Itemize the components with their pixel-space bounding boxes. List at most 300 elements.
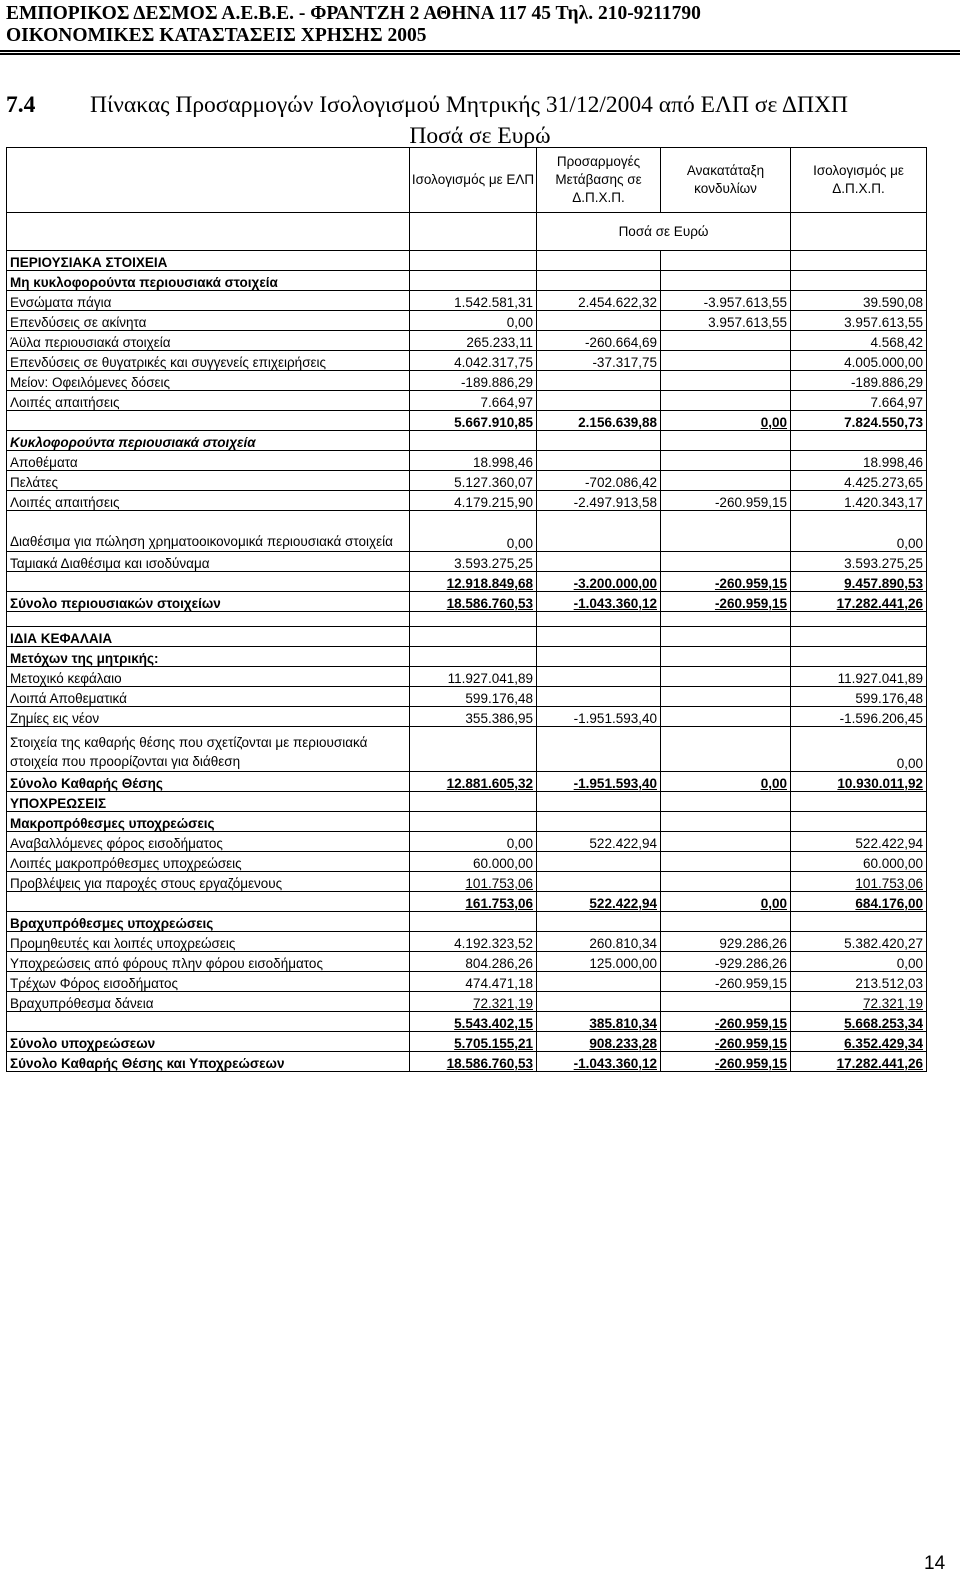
row-value-col3 [661,872,791,892]
row-label: Μετοχικό κεφάλαιο [7,667,410,687]
row-value-col2 [537,772,661,792]
row-value-col2 [537,411,661,431]
value-text: 12.881.605,32 [446,776,533,791]
value-text: 385.810,34 [589,1016,657,1031]
value-text: 908.233,28 [589,1036,657,1051]
balance-sheet-table [6,147,927,1072]
row-value-col4 [791,852,927,872]
row-value-col1 [410,852,537,872]
row-label: Επενδύσεις σε θυγατρικές και συγγενείς επιχειρήσεις [7,351,410,371]
row-value-col4 [791,451,927,471]
row-value-col1 [410,451,537,471]
value-text: 0,00 [506,536,533,551]
row-value-col3 [661,391,791,411]
value-text: 5.668.253,34 [844,1016,923,1031]
row-value-col1 [410,1032,537,1052]
value-text: 5.127.360,07 [454,475,533,490]
row-value-col3 [661,331,791,351]
row-value-col2 [537,592,661,612]
row-value-col1 [410,431,537,451]
row-label: Στοιχεία της καθαρής θέσης που σχετίζονται με περιουσιακά στοιχεία που προορίζονται για διάθεση [7,727,410,772]
row-value-col4 [791,572,927,592]
row-value-col3 [661,431,791,451]
row-value-col2 [537,912,661,932]
value-text: 355.386,95 [465,711,533,726]
row-label: Επενδύσεις σε ακίνητα [7,311,410,331]
row-value-col3 [661,667,791,687]
row-value-col4 [791,291,927,311]
row-value-col2 [537,667,661,687]
value-text: 7.664,97 [870,395,923,410]
row-value-col2 [537,707,661,727]
value-text: -1.596.206,45 [839,711,923,726]
row-value-col3 [661,952,791,972]
row-value-col1 [410,491,537,511]
row-value-col3 [661,647,791,667]
table-row [7,1012,927,1032]
value-text: 4.192.323,52 [454,936,533,951]
value-text: 60.000,00 [862,856,923,871]
value-text: 684.176,00 [855,896,923,911]
value-text: 4.042.317,75 [454,355,533,370]
row-value-col3 [661,1032,791,1052]
row-value-col2 [537,627,661,647]
row-value-col2 [537,687,661,707]
value-text: 0,00 [896,756,923,771]
row-value-col3 [661,291,791,311]
value-text: -260.664,69 [584,335,657,350]
row-label: Λοιπές απαιτήσεις [7,391,410,411]
table-row [7,872,927,892]
value-text: -2.497.913,58 [573,495,657,510]
row-value-col2 [537,932,661,952]
row-value-col4 [791,511,927,552]
row-value-col4 [791,331,927,351]
row-label: Πελάτες [7,471,410,491]
row-value-col4 [791,992,927,1012]
units-label: Ποσά σε Ευρώ [537,213,791,251]
table-row [7,667,927,687]
row-value-col4 [791,411,927,431]
header-blank [7,148,410,213]
row-value-col3 [661,992,791,1012]
units-blank-3 [791,213,927,251]
table-row [7,832,927,852]
row-label: ΙΔΙΑ ΚΕΦΑΛΑΙΑ [7,627,410,647]
row-value-col2 [537,992,661,1012]
row-value-col2 [537,471,661,491]
row-value-col2 [537,792,661,812]
col-header-dpxp: Ισολογισμός με Δ.Π.Χ.Π. [791,148,927,213]
row-label: ΥΠΟΧΡΕΩΣΕΙΣ [7,792,410,812]
row-value-col4 [791,912,927,932]
row-value-col4 [791,687,927,707]
row-value-col2 [537,1012,661,1032]
row-value-col4 [791,311,927,331]
value-text: 3.957.613,55 [708,315,787,330]
row-value-col3 [661,351,791,371]
value-text: -1.043.360,12 [573,1056,657,1071]
report-header: ΟΙΚΟΝΟΜΙΚΕΣ ΚΑΤΑΣΤΑΣΕΙΣ ΧΡΗΣΗΣ 2005 [6,25,427,46]
row-value-col4 [791,812,927,832]
row-value-col1 [410,612,537,627]
units-blank-2 [410,213,537,251]
table-row [7,371,927,391]
section-subtitle: Ποσά σε Ευρώ [409,123,551,149]
row-value-col1 [410,371,537,391]
row-label: Μακροπρόθεσμες υποχρεώσεις [7,812,410,832]
row-value-col2 [537,612,661,627]
row-value-col4 [791,491,927,511]
row-value-col4 [791,832,927,852]
table-row [7,912,927,932]
row-value-col2 [537,511,661,552]
row-value-col3 [661,792,791,812]
value-text: 265.233,11 [466,335,533,350]
value-text: 39.590,08 [862,295,923,310]
row-value-col3 [661,612,791,627]
value-text: 4.005.000,00 [844,355,923,370]
row-label: Ταμιακά Διαθέσιμα και ισοδύναμα [7,552,410,572]
row-value-col1 [410,892,537,912]
table-header-row [7,148,927,213]
row-value-col3 [661,707,791,727]
col-header-adjustments: Προσαρμογές Μετάβασης σε Δ.Π.Χ.Π. [537,148,661,213]
row-value-col2 [537,371,661,391]
row-label: Προμηθευτές και λοιπές υποχρεώσεις [7,932,410,952]
value-text: 7.824.550,73 [844,415,923,430]
value-text: 3.593.275,25 [454,556,533,571]
row-value-col1 [410,647,537,667]
value-text: 18.998,46 [472,455,533,470]
row-value-col3 [661,552,791,572]
row-value-col1 [410,552,537,572]
row-value-col2 [537,972,661,992]
row-value-col1 [410,687,537,707]
table-row [7,707,927,727]
row-value-col4 [791,1032,927,1052]
value-text: -1.951.593,40 [573,776,657,791]
row-value-col1 [410,291,537,311]
row-value-col2 [537,491,661,511]
row-value-col3 [661,912,791,932]
row-value-col3 [661,271,791,291]
value-text: 2.156.639,88 [578,415,657,430]
row-label: Ενσώματα πάγια [7,291,410,311]
row-value-col2 [537,872,661,892]
row-value-col4 [791,552,927,572]
row-value-col2 [537,1032,661,1052]
row-value-col2 [537,572,661,592]
row-value-col1 [410,592,537,612]
row-value-col4 [791,271,927,291]
row-value-col1 [410,1052,537,1072]
row-value-col2 [537,852,661,872]
table-row [7,271,927,291]
value-text: 0,00 [760,415,787,430]
value-text: 213.512,03 [855,976,923,991]
row-value-col3 [661,251,791,271]
value-text: -1.951.593,40 [573,711,657,726]
table-row [7,952,927,972]
table-row [7,311,927,331]
row-label: Μείον: Οφειλόμενες δόσεις [7,371,410,391]
header-rule [0,50,960,52]
row-value-col3 [661,451,791,471]
value-text: -37.317,75 [592,355,657,370]
row-value-col4 [791,647,927,667]
row-label: Τρέχων Φόρος εισοδήματος [7,972,410,992]
row-value-col4 [791,772,927,792]
row-value-col3 [661,592,791,612]
row-value-col3 [661,772,791,792]
section-title-text: Πίνακας Προσαρμογών Ισολογισμού Μητρικής 31/12/2004 από ΕΛΠ σε ΔΠΧΠ [90,92,848,118]
value-text: 11.927.041,89 [447,671,533,686]
value-text: 260.810,34 [589,936,657,951]
value-text: 522.422,94 [589,836,657,851]
row-value-col1 [410,271,537,291]
value-text: -260.959,15 [714,976,787,991]
row-value-col1 [410,1012,537,1032]
row-value-col1 [410,667,537,687]
row-value-col2 [537,647,661,667]
row-value-col4 [791,612,927,627]
value-text: 5.667.910,85 [454,415,533,430]
row-value-col1 [410,972,537,992]
row-value-col3 [661,812,791,832]
table-row [7,291,927,311]
table-row [7,892,927,912]
row-value-col3 [661,371,791,391]
row-value-col2 [537,552,661,572]
row-label [7,1012,410,1032]
section-title [6,92,848,119]
table-row [7,491,927,511]
company-header: ΕΜΠΟΡΙΚΟΣ ΔΕΣΜΟΣ Α.Ε.Β.Ε. - ΦΡΑΝΤΖΗ 2 ΑΘΗΝΑ 117 45 Τηλ. 210-9211790 [6,3,701,24]
row-value-col1 [410,812,537,832]
table-row [7,351,927,371]
table-row [7,627,927,647]
table-row [7,852,927,872]
row-value-col3 [661,627,791,647]
row-label: Προβλέψεις για παροχές στους εργαζόμενους [7,872,410,892]
table-row [7,1052,927,1072]
row-value-col4 [791,667,927,687]
table-row [7,1032,927,1052]
value-text: 599.176,48 [465,691,533,706]
row-label: Βραχυπρόθεσμες υποχρεώσεις [7,912,410,932]
row-value-col2 [537,251,661,271]
value-text: -3.200.000,00 [573,576,657,591]
row-value-col1 [410,952,537,972]
value-text: 5.705.155,21 [454,1036,533,1051]
col-header-reclassification: Ανακατάταξη κονδυλίων [661,148,791,213]
value-text: -260.959,15 [714,576,787,591]
row-label [7,892,410,912]
value-text: 161.753,06 [465,896,533,911]
row-value-col3 [661,1012,791,1032]
table-row [7,812,927,832]
row-label: Σύνολο υποχρεώσεων [7,1032,410,1052]
row-label: Υποχρεώσεις από φόρους πλην φόρου εισοδήματος [7,952,410,972]
row-value-col3 [661,1052,791,1072]
row-value-col1 [410,251,537,271]
value-text: 0,00 [506,836,533,851]
value-text: 7.664,97 [480,395,533,410]
row-value-col4 [791,972,927,992]
table-row [7,511,927,552]
units-blank [7,213,410,251]
row-value-col3 [661,491,791,511]
value-text: 2.454.622,32 [578,295,657,310]
value-text: -189.886,29 [460,375,533,390]
row-value-col4 [791,1012,927,1032]
value-text: 0,00 [760,776,787,791]
row-value-col2 [537,271,661,291]
row-value-col1 [410,511,537,552]
table-row [7,572,927,592]
row-value-col4 [791,592,927,612]
row-label: Σύνολο Καθαρής Θέσης [7,772,410,792]
row-label: Λοιπές μακροπρόθεσμες υποχρεώσεις [7,852,410,872]
row-value-col1 [410,411,537,431]
value-text: 4.425.273,65 [844,475,923,490]
value-text: 0,00 [896,956,923,971]
row-value-col1 [410,772,537,792]
table-row [7,431,927,451]
row-value-col3 [661,972,791,992]
table-row [7,727,927,772]
row-value-col4 [791,952,927,972]
row-label: Λοιπά Αποθεματικά [7,687,410,707]
row-value-col4 [791,1052,927,1072]
value-text: 5.382.420,27 [844,936,923,951]
row-value-col4 [791,391,927,411]
table-row [7,612,927,627]
row-label: Μη κυκλοφορούντα περιουσιακά στοιχεία [7,271,410,291]
row-value-col2 [537,331,661,351]
table-row [7,411,927,431]
table-row [7,932,927,952]
row-value-col2 [537,812,661,832]
table-row [7,687,927,707]
table-row [7,647,927,667]
row-value-col1 [410,391,537,411]
row-label: Λοιπές απαιτήσεις [7,491,410,511]
row-value-col2 [537,451,661,471]
row-label: Σύνολο Καθαρής Θέσης και Υποχρεώσεων [7,1052,410,1072]
value-text: 17.282.441,26 [836,1056,923,1071]
value-text: 522.422,94 [589,896,657,911]
value-text: 101.753,06 [855,876,923,891]
value-text: 4.179.215,90 [454,495,533,510]
value-text: 804.286,26 [465,956,533,971]
row-value-col3 [661,411,791,431]
row-value-col4 [791,351,927,371]
value-text: 17.282.441,26 [836,596,923,611]
value-text: 1.542.581,31 [454,295,533,310]
value-text: 3.593.275,25 [844,556,923,571]
row-value-col1 [410,707,537,727]
value-text: -702.086,42 [584,475,657,490]
row-value-col1 [410,727,537,772]
row-value-col4 [791,707,927,727]
row-value-col2 [537,952,661,972]
row-value-col2 [537,291,661,311]
header-rule-2 [0,53,960,55]
value-text: 474.471,18 [465,976,533,991]
row-value-col1 [410,932,537,952]
row-label: Διαθέσιμα για πώληση χρηματοοικονομικά περιουσιακά στοιχεία [7,511,410,552]
value-text: 18.998,46 [862,455,923,470]
table-units-row [7,213,927,251]
row-value-col1 [410,331,537,351]
row-label [7,572,410,592]
value-text: 4.568,42 [870,335,923,350]
row-value-col3 [661,892,791,912]
value-text: 72.321,19 [472,996,533,1011]
table-row [7,552,927,572]
value-text: 522.422,94 [855,836,923,851]
row-value-col1 [410,872,537,892]
value-text: 5.543.402,15 [454,1016,533,1031]
row-value-col2 [537,391,661,411]
row-label: Βραχυπρόθεσμα δάνεια [7,992,410,1012]
value-text: 18.586.760,53 [446,596,533,611]
value-text: -260.959,15 [714,1036,787,1051]
section-number: 7.4 [6,92,36,118]
row-value-col3 [661,471,791,491]
row-label: Σύνολο περιουσιακών στοιχείων [7,592,410,612]
row-value-col4 [791,892,927,912]
value-text: 0,00 [760,896,787,911]
value-text: 60.000,00 [472,856,533,871]
row-value-col1 [410,792,537,812]
row-value-col4 [791,727,927,772]
row-label: Ζημίες εις νέον [7,707,410,727]
value-text: -260.959,15 [714,495,787,510]
row-label [7,411,410,431]
row-value-col3 [661,832,791,852]
row-value-col4 [791,872,927,892]
value-text: -189.886,29 [850,375,923,390]
row-value-col3 [661,572,791,592]
row-value-col1 [410,471,537,491]
value-text: 6.352.429,34 [844,1036,923,1051]
value-text: 18.586.760,53 [446,1056,533,1071]
row-label: Αποθέματα [7,451,410,471]
page-number: 14 [924,1553,946,1574]
value-text: 10.930.011,92 [837,776,923,791]
table-row [7,251,927,271]
value-text: -260.959,15 [714,596,787,611]
value-text: -260.959,15 [714,1056,787,1071]
value-text: -1.043.360,12 [573,596,657,611]
table-row [7,331,927,351]
value-text: 9.457.890,53 [844,576,923,591]
value-text: 929.286,26 [719,936,787,951]
table-row [7,451,927,471]
table-row [7,792,927,812]
row-value-col3 [661,727,791,772]
row-value-col4 [791,431,927,451]
row-value-col1 [410,627,537,647]
row-value-col2 [537,351,661,371]
value-text: -260.959,15 [714,1016,787,1031]
row-value-col3 [661,687,791,707]
table-row [7,471,927,491]
value-text: 125.000,00 [589,956,657,971]
